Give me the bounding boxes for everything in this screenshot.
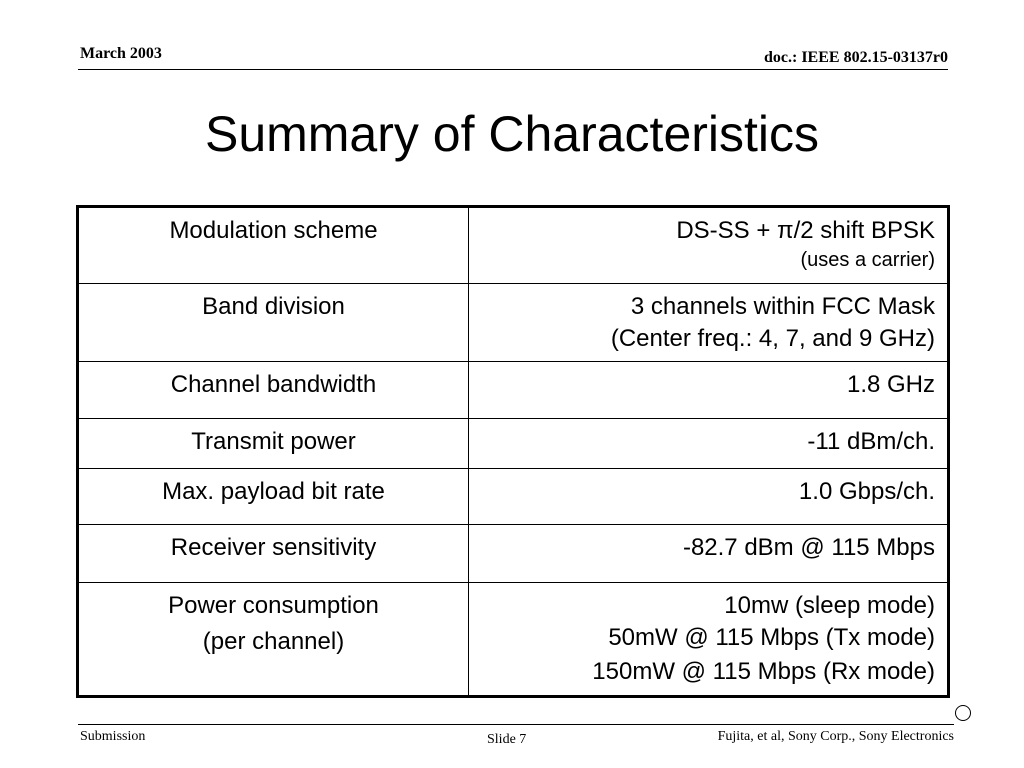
value-line: -11 dBm/ch. [807,428,935,455]
value-line: 10mw (sleep mode) [724,592,935,619]
label-line: Receiver sensitivity [170,534,377,561]
value-line: DS-SS + π/2 shift BPSK [676,217,935,244]
row-value [469,362,949,419]
table-row [78,207,949,284]
row-value [469,419,949,469]
row-value [469,207,949,284]
table-row [78,362,949,419]
header-date: March 2003 [80,45,162,62]
row-label [78,362,469,419]
value-note: (uses a carrier) [800,249,935,271]
slide-title: Summary of Characteristics [204,106,820,162]
value-line: -82.7 dBm @ 115 Mbps [682,534,935,561]
footer-slide-number: Slide 7 [487,732,527,747]
row-value [469,525,949,583]
value-line: 150mW @ 115 Mbps (Rx mode) [592,658,935,685]
table-row [78,284,949,362]
label-line: Max. payload bit rate [162,478,385,505]
label-line: Channel bandwidth [170,371,377,398]
label-line: Transmit power [191,428,356,455]
header-divider [78,69,948,70]
table-row [78,525,949,583]
value-line: 3 channels within FCC Mask [630,293,935,320]
circle-icon [955,705,971,721]
row-label [78,583,469,697]
row-label [78,419,469,469]
table-row [78,583,949,697]
label-line: Modulation scheme [169,217,378,244]
row-value [469,469,949,525]
characteristics-table [76,205,950,698]
label-line: Power consumption [168,592,379,619]
footer-authors: Fujita, et al, Sony Corp., Sony Electronics [717,729,954,744]
value-line: (Center freq.: 4, 7, and 9 GHz) [610,325,935,352]
row-label [78,207,469,284]
value-line: 1.0 Gbps/ch. [798,478,935,505]
row-label [78,525,469,583]
table-row [78,469,949,525]
label-line: Band division [202,293,345,320]
label-line: (per channel) [202,628,345,655]
footer-submission: Submission [80,729,146,744]
row-label [78,284,469,362]
row-value [469,583,949,697]
table-row [78,419,949,469]
footer-divider [78,724,954,725]
row-value [469,284,949,362]
header-doc-id: doc.: IEEE 802.15-03137r0 [764,49,948,66]
value-line: 50mW @ 115 Mbps (Tx mode) [608,624,935,651]
row-label [78,469,469,525]
value-line: 1.8 GHz [846,371,935,398]
